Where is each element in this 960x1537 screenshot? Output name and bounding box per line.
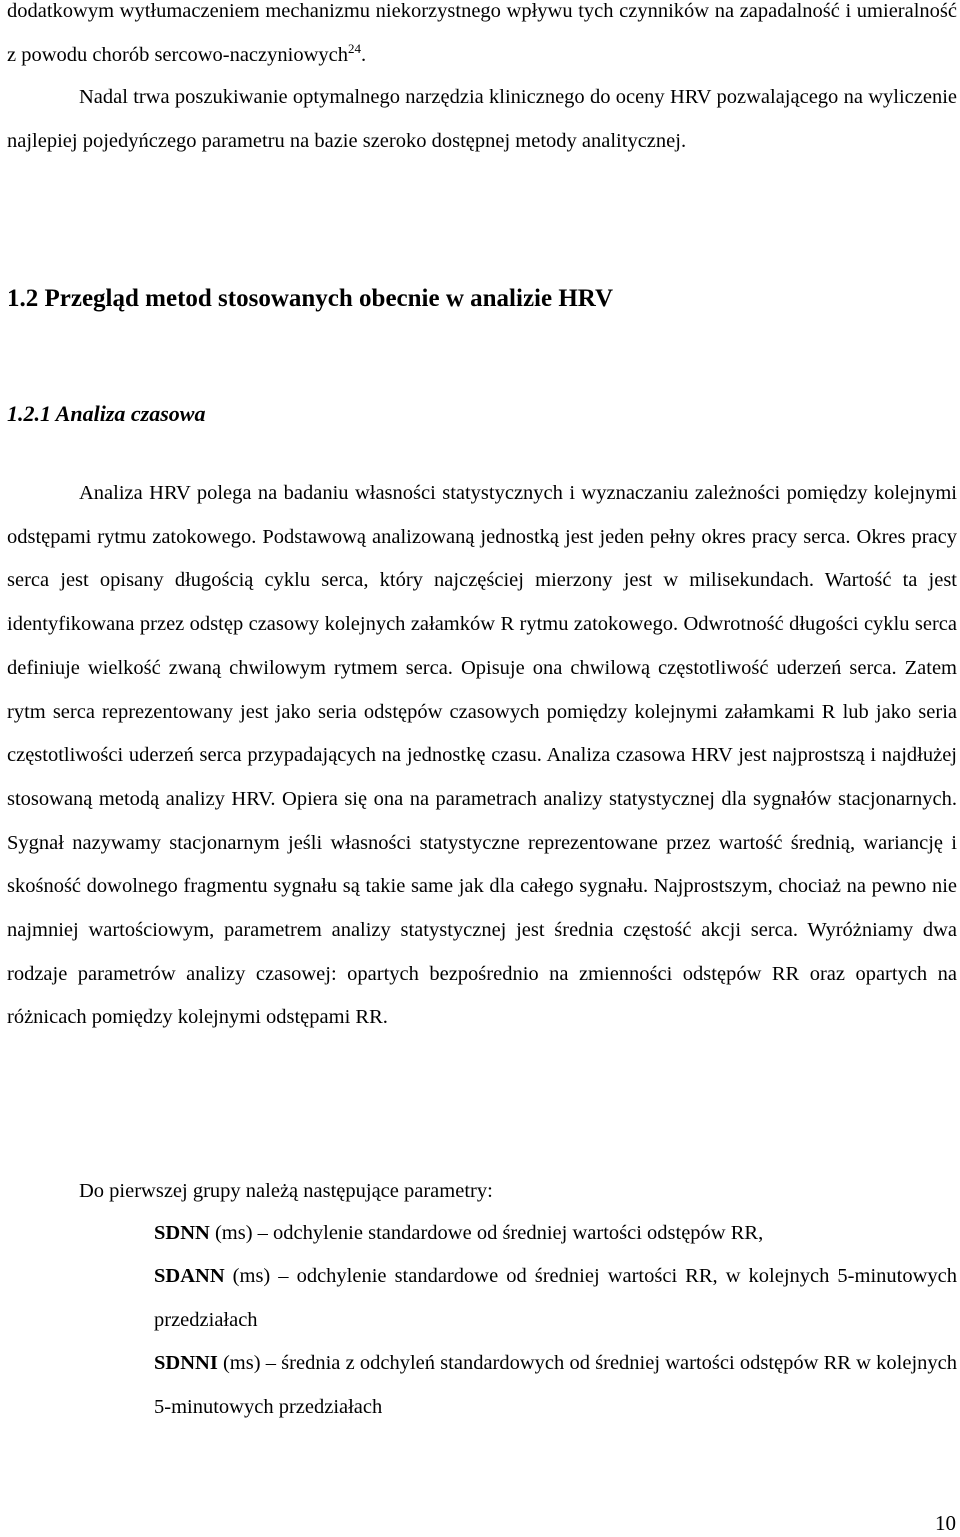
body-paragraph-text: Analiza HRV polega na badaniu własności statystycznych i wyznaczaniu zależności pomiędzy kolejnymi odstępami rytmu zatokowego. Podstawową analizowaną jednostką jest jeden pełny okres pracy serca. Okres pracy serca jest opisany długością cyklu serca, który najczęściej mierzony jest w milisekundach. Wartość ta jest identyfikowana przez odstęp czasowy kolejnych załamków R rytmu zatokowego. Odwrotność długości cyklu serca definiuje wielkość zwaną chwilowym rytmem serca. Opisuje ona chwilową częstotliwość uderzeń serca. Zatem rytm serca reprezentowany jest jako seria odstępów czasowych pomiędzy kolejnymi załamkami R lub jako seria częstotliwości uderzeń serca przypadających na jednostkę czasu. Analiza czasowa HRV jest najprostszą i najdłużej stosowaną metodą analizy HRV. Opiera się ona na parametrach analizy statystycznej dla sygnałów stacjonarnych. Sygnał nazywamy stacjonarnym jeśli własności statystyczne reprezentowane przez wartość średnią, wariancję i skośność dowolnego fragmentu sygnału są takie same jak dla całego sygnału. Najprostszym, chociaż na pewno nie najmniej wartościowym, parametrem analizy statystycznej jest średnia częstość akcji serca. Wyróżniamy dwa rodzaje parametrów analizy czasowej: opartych bezpośrednio na zmienności odstępów RR oraz opartych na różnicach pomiędzy kolejnymi odstępami RR. [7,482,957,1029]
body-paragraph [7,472,957,1040]
tool-paragraph [7,76,957,163]
definition-term: SDANN [154,1265,225,1287]
intro-end: . [360,43,367,66]
definition-term: SDNNI [154,1352,218,1374]
definition-item [154,1342,957,1429]
section-heading: 1.2 Przegląd metod stosowanych obecnie w analizie HRV [7,285,614,312]
group-intro [7,1170,957,1214]
definition-desc: (ms) – średnia z odchyleń standardowych od średniej wartości odstępów RR w kolejnych 5-minutowych przedziałach [154,1352,957,1418]
intro-text: dodatkowym wytłumaczeniem mechanizmu niekorzystnego wpływu tych czynników na zapadalność i umieralność z powodu chorób sercowo-naczyniowych [7,0,957,66]
tool-paragraph-text: Nadal trwa poszukiwanie optymalnego narzędzia klinicznego do oceny HRV pozwalającego na wyliczenie najlepiej pojedyńczego parametru na bazie szeroko dostępnej metody analitycznej. [7,86,957,152]
definition-term: SDNN [154,1222,210,1244]
definition-item [154,1255,957,1342]
intro-paragraph [7,0,957,77]
group-intro-text: Do pierwszej grupy należą następujące parametry: [79,1180,493,1202]
footnote-ref: 24 [347,40,361,56]
definition-item [154,1212,957,1256]
subsection-heading: 1.2.1 Analiza czasowa [7,401,206,426]
page-number: 10 [935,1511,956,1535]
definition-desc: (ms) – odchylenie standardowe od średniej wartości RR, w kolejnych 5-minutowych przedziałach [154,1265,957,1331]
definition-desc: (ms) – odchylenie standardowe od średniej wartości odstępów RR, [209,1222,764,1244]
